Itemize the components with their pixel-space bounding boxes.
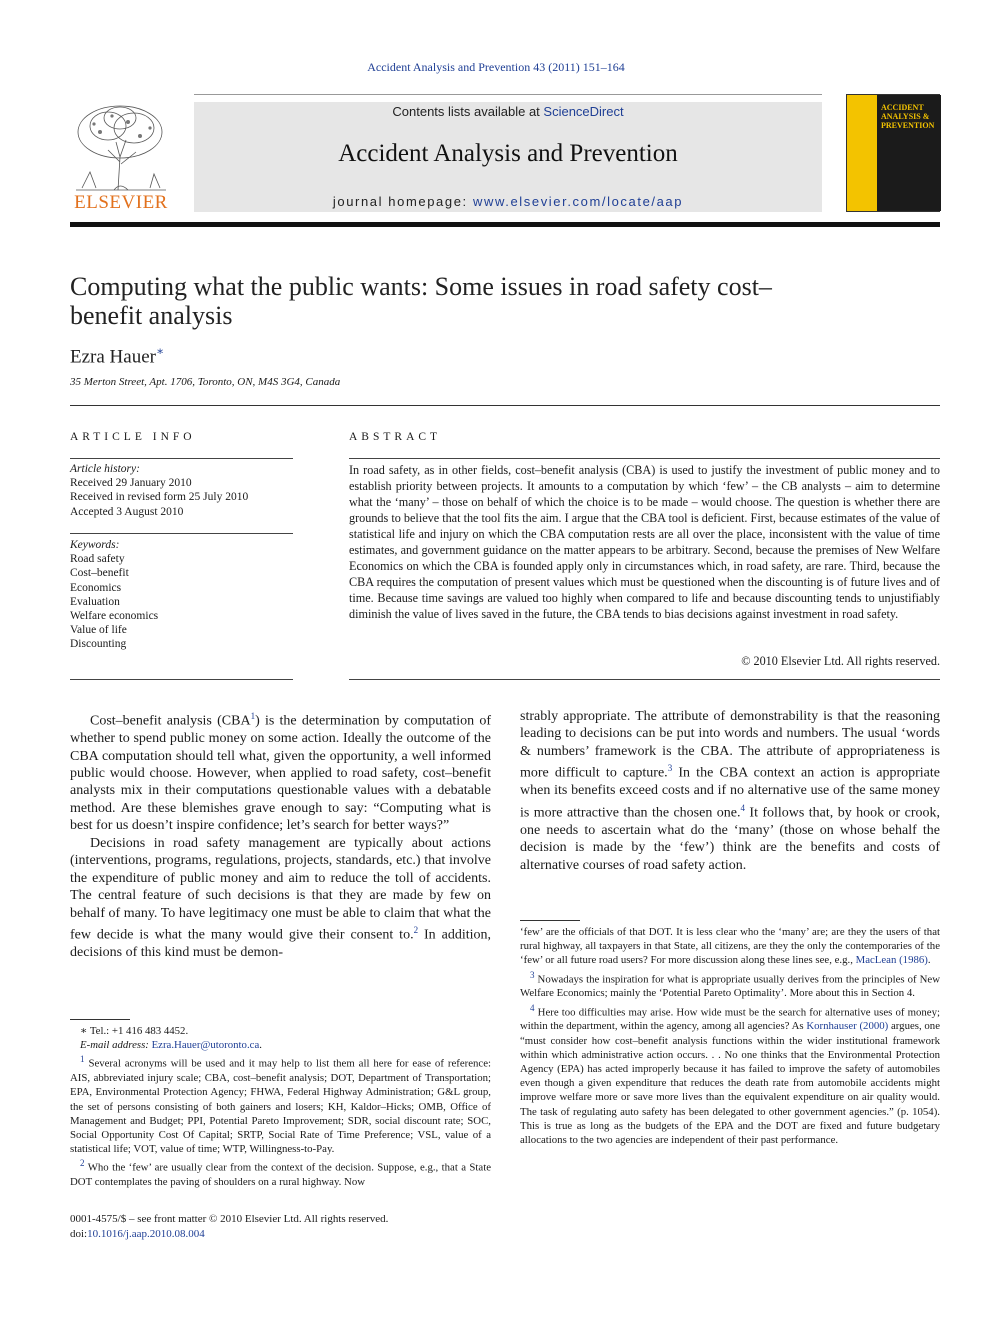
homepage-prefix: journal homepage: [332, 194, 473, 209]
elsevier-tree-icon [70, 102, 172, 192]
issn-line: 0001-4575/$ – see front matter © 2010 Elsevier Ltd. All rights reserved. [70, 1213, 389, 1225]
journal-cover-thumbnail[interactable] [846, 94, 940, 212]
article-info-heading: ARTICLE INFO [70, 431, 196, 443]
elsevier-logo [70, 102, 172, 214]
footnote-2-continued: ‘few’ are the officials of that DOT. It is less clear who the ‘many’ are; are they the users of that rural highway, all taxpayers in that State, all citizens, are they the only the contemporaries of the ‘few’ or all future road users? For more discussion along these lines see, e.g., MacLean (1986). [520, 926, 940, 967]
keywords-label: Keywords: [70, 539, 120, 551]
footnote-1: $^1$ Several acronyms will be used and it may help to list them all here for ease of reference: AIS, abbreviated injury scale; CBA, cost–benefit analysis; DOT, Department of Transportation; EPA, Environmental Protection Agency; FHWA, Federal Highway Administration; G&L group, the set of persons consisting of both gainers and losers; KH, Kaldor–Hicks; OMB, Office of Management and Budget; PPI, Potential Pareto Improvement; SDR, social discount rate; SOC, Social Opportunity Cost Of Capital; SRTP, Social Rate of Time Preference; VSL, value of a statistical life; VOT, value of time; WTP, Willingness-to-Pay. [70, 1054, 491, 1156]
keyword: Road safety [70, 553, 125, 566]
history-received: Received 29 January 2010 [70, 477, 192, 490]
homepage-link[interactable]: www.elsevier.com/locate/aap [472, 194, 684, 209]
keyword: Evaluation [70, 595, 120, 608]
abstract-heading: ABSTRACT [349, 431, 442, 443]
journal-title: Accident Analysis and Prevention [338, 140, 678, 167]
keyword: Cost–benefit [70, 567, 129, 580]
article-info-bottom-rule [70, 679, 293, 680]
author-footnote-mark[interactable]: ∗ [155, 344, 165, 358]
author-line [70, 344, 164, 368]
article-title: Computing what the public wants: Some issues in road safety cost–benefit analysis [70, 272, 772, 330]
journal-banner [194, 102, 822, 212]
history-revised: Received in revised form 25 July 2010 [70, 491, 249, 504]
body-paragraph: Decisions in road safety management are typically about actions (interventions, programs, regulations, projects, standards, etc.) that involve the expenditure of public money and aim to reduce the toll of accidents. The central feature of such decisions is that they are made by few on behalf of many. To have legitimacy one must be able to claim that what the few decide is what the many would give their consent to.$^2$ In addition, decisions of this kind must be demon- [70, 835, 491, 961]
footnote-star-email: E-mail address: Ezra.Hauer@utoronto.ca. [80, 1039, 262, 1052]
maclean-citation-link[interactable]: MacLean (1986) [855, 954, 928, 967]
body-paragraph: strably appropriate. The attribute of demonstrability is that the reasoning leading to decisions can be put into words and numbers. The usual ‘words & numbers’ framework is the CBA. The attribute of appropriateness is more difficult to capture.$^3$ In the CBA context an action is appropriate when its benefits exceed costs and if no alternative use of the same money is more attractive than the chosen one.$^4$ It follows that, by hook or crook, one needs to ascertain what do the ‘many’ (those on whose behalf the decision is made by the ‘few’) think are the benefits and costs of alternative courses of road safety action. [520, 709, 940, 873]
doi-link[interactable]: 10.1016/j.aap.2010.08.004 [87, 1228, 205, 1240]
affiliation: 35 Merton Street, Apt. 1706, Toronto, ON, M4S 3G4, Canada [70, 376, 341, 388]
footnote-rule-right [520, 920, 580, 921]
contents-line [194, 104, 822, 119]
body-column-right [520, 708, 940, 874]
footnote-ref[interactable]: 1 [250, 711, 256, 721]
homepage-line [194, 194, 822, 209]
header-top-rule [194, 94, 822, 95]
body-paragraph: Cost–benefit analysis (CBA$^1$) is the determination by computation of whether to spend public money on some action. Ideally the outcome of the CBA computation should tell what, given the opportunity, a well informed public would choose. However, when applied to road safety, cost–benefit analysts mix in their computations questionable values with a debatable method. Are these blemishes grave enough to say: “Computing what is best for us doesn’t inspire confidence; let’s search for better ways?” [70, 711, 491, 834]
abstract-text: In road safety, as in other fields, cost–benefit analysis (CBA) is used to justify the investment of public money and to establish priority between projects. It amounts to a computation by which ‘few’ – the CB analysts – aim to determine what the ‘many’ – those on behalf of which the choice is to be made – would choose. The question is whether there are grounds to believe that the tool fits the aim. I argue that the CBA tool is deficient. First, because estimates of the value of statistical life and injury on which the CBA computation rests are all over the place, inconsistent with the value of time estimates, and government guidance on the matter appears to be arbitrary. Second, because the premises of New Welfare Economics on which the CBA is founded apply only in circumstances which, in road safety, are rare. Third, because the CBA requires the computation of present values which must be questioned when the discounting is of future lives and of time. Because time savings are valued too highly when compared to life and because discounting tends to unjustifiably diminish the value of lives saved in the future, the CBA tends to bias decisions against investment in road safety. [349, 463, 940, 621]
title-rule [70, 405, 940, 406]
keyword: Discounting [70, 638, 127, 651]
header-thick-rule [70, 222, 940, 227]
body-column-left [70, 708, 491, 962]
footnote-ref[interactable]: 3 [667, 763, 673, 774]
footnote-2: $^2$ Who the ‘few’ are usually clear from the context of the decision. Suppose, e.g., that a State DOT contemplates the paving of shoulders on a rural highway. Now [70, 1158, 491, 1189]
history-accepted: Accepted 3 August 2010 [70, 505, 184, 518]
footnotes-right [520, 925, 940, 1147]
sciencedirect-link[interactable]: ScienceDirect [543, 104, 624, 119]
article-history [70, 462, 293, 519]
keyword: Economics [70, 581, 122, 594]
footnotes-left [70, 1024, 491, 1189]
keyword: Value of life [70, 624, 127, 637]
footnote-3: $^3$ Nowadays the inspiration for what is appropriate usually derives from the principles of New Welfare Economics; mainly the ‘Potential Pareto Optimality’. More about this in Section 4. [520, 969, 940, 1000]
front-matter-info [70, 1212, 388, 1242]
cover-title: ACCIDENT ANALYSIS & PREVENTION [881, 103, 935, 130]
footnote-ref[interactable]: 2 [413, 925, 419, 936]
footnote-rule-left [70, 1019, 130, 1020]
contents-prefix: Contents lists available at [392, 104, 544, 119]
footnote-4: $^4$ Here too difficulties may arise. How wide must be the search for alternative uses of money; within the department, within the agency, among all agencies? As Kornhauser (2000) argues, one “must consider how cost–benefit analysis functions within the wider institutional framework within which administrative action occurs. . . No one thinks that the Environmental Protection Agency (EPA) has acted improperly because it has failed to improve the safety of automobiles even though a given expenditure that reduces the death rate from automobile accidents might improve welfare more or save more lives than the equivalent expenditure on air quality would. The task of regulating auto safety has been delegated to other government agencies.” (p. 1054). This is true as long as the budgets of the EPA and the DOT are fixed and future budgetary allocations to the two agencies are independent of their past performance. [520, 1002, 941, 1147]
abstract-rule [349, 458, 940, 459]
abstract-bottom-rule [349, 679, 940, 680]
abstract-copyright: © 2010 Elsevier Ltd. All rights reserved. [741, 654, 940, 668]
footnote-star-tel: ∗ Tel.: +1 416 483 4452. [80, 1025, 189, 1037]
history-label: Article history: [70, 463, 140, 475]
journal-reference[interactable]: Accident Analysis and Prevention 43 (2011) 151–164 [367, 60, 625, 74]
article-info-rule [70, 458, 293, 459]
author-email-link[interactable]: Ezra.Hauer@utoronto.ca [151, 1039, 260, 1052]
keywords [70, 538, 293, 652]
keyword: Welfare economics [70, 610, 159, 623]
keywords-rule [70, 533, 293, 534]
author-name: Ezra Hauer [70, 346, 156, 368]
kornhauser-citation-link[interactable]: Kornhauser (2000) [806, 1020, 889, 1033]
footnote-ref[interactable]: 4 [740, 802, 745, 813]
doi-line: doi:10.1016/j.aap.2010.08.004 [70, 1228, 205, 1240]
publisher-name: ELSEVIER [74, 192, 168, 213]
